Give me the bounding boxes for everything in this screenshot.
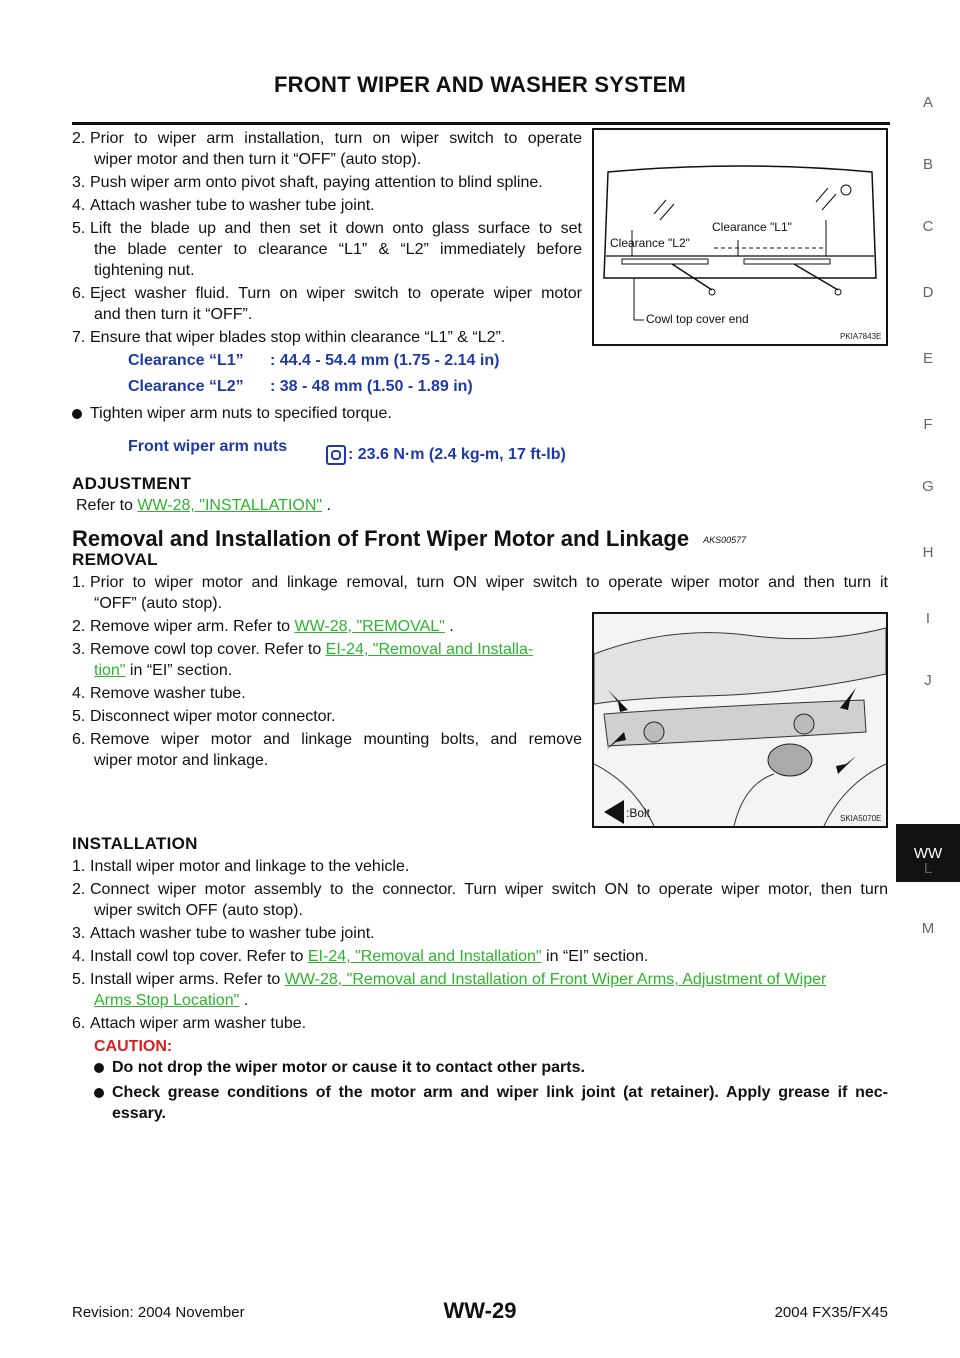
clearance-l2-label: Clearance “L2” [128,378,244,395]
bullet-icon [72,409,82,419]
adjustment-text: Refer to WW-28, "INSTALLATION" . [76,497,331,514]
installation-step-2-line2: wiper switch OFF (auto stop). [94,902,303,919]
installation-link-ei24[interactable]: EI-24, "Removal and Installation" [307,948,542,965]
installation-step-5-line2: Arms Stop Location" . [94,992,249,1009]
install-step-6-line2: and then turn it “OFF”. [94,306,253,323]
removal-link-ei24[interactable]: EI-24, "Removal and Installa- [325,641,534,658]
installation-heading: INSTALLATION [72,834,198,853]
removal-step-4: 4. Remove washer tube. [72,685,246,702]
installation-step-2-line1: 2. Connect wiper motor assembly to the connector. Turn wiper switch ON to operate wiper motor, then turn [72,881,888,898]
side-index-e[interactable]: E [922,350,933,367]
torque-wrench-icon [326,445,346,465]
side-index-m[interactable]: M [921,920,935,937]
installation-link-ww28[interactable]: WW-28, "Removal and Installation of Front Wiper Arms, Adjustment of Wiper [284,971,827,988]
installation-step-4: 4. Install cowl top cover. Refer to EI-24, "Removal and Installation" in “EI” section. [72,948,649,965]
removal-step-3-line2: tion" in “EI” section. [94,662,233,679]
installation-link-ww28-cont[interactable]: Arms Stop Location" [94,992,240,1009]
caution-item-1: Do not drop the wiper motor or cause it to contact other parts. [94,1057,585,1078]
figure-code: PKIA7843E [840,332,882,341]
install-step-3: 3. Push wiper arm onto pivot shaft, paying attention to blind spline. [72,174,543,191]
removal-link-ww28[interactable]: WW-28, "REMOVAL" [294,618,445,635]
section-code: AKS00577 [703,535,747,546]
wiper-motor-photo-icon [594,614,886,826]
figure-wiper-motor [592,612,888,828]
caution-item-2-line1: Check grease conditions of the motor arm and wiper link joint (at retainer). Apply grease if nec- [94,1082,888,1103]
side-index-i[interactable]: I [925,610,931,627]
install-step-7: 7. Ensure that wiper blades stop within clearance “L1” & “L2”. [72,329,506,346]
removal-step-1-line1: 1. Prior to wiper motor and linkage removal, turn ON wiper switch to operate wiper motor and then turn it [72,574,888,591]
side-index-a[interactable]: A [922,94,933,111]
tighten-bullet: Tighten wiper arm nuts to specified torque. [72,403,392,424]
removal-heading: REMOVAL [72,550,158,569]
side-index-g[interactable]: G [922,478,934,495]
clearance-l1-value: : 44.4 - 54.4 mm (1.75 - 2.14 in) [270,352,500,369]
torque-label: Front wiper arm nuts [128,438,288,455]
install-step-4: 4. Attach washer tube to washer tube joint. [72,197,375,214]
caution-label: CAUTION: [94,1038,173,1055]
install-step-5-line1: 5. Lift the blade up and then set it down onto glass surface to set [72,220,582,237]
removal-link-ei24-cont[interactable]: tion" [94,662,126,679]
install-step-5-line2: the blade center to clearance “L1” & “L2” immediately before [94,241,582,258]
side-index-b[interactable]: B [922,156,933,173]
adjustment-heading: ADJUSTMENT [72,474,192,493]
removal-step-3-line1: 3. Remove cowl top cover. Refer to EI-24, "Removal and Installa- [72,641,534,658]
side-index-l[interactable]: L [923,860,933,877]
side-index-h[interactable]: H [922,544,934,561]
figure-wiper-clearance [592,128,888,346]
side-index-d[interactable]: D [922,284,934,301]
install-step-2-line2: wiper motor and then turn it “OFF” (auto stop). [94,151,422,168]
side-index-c[interactable]: C [922,218,934,235]
installation-step-1: 1. Install wiper motor and linkage to the vehicle. [72,858,410,875]
figure2-code: SKIA5070E [840,814,882,823]
removal-step-1-line2: “OFF” (auto stop). [94,595,223,612]
footer-model: 2004 FX35/FX45 [774,1304,888,1321]
side-index-ww-active[interactable]: WW [896,824,960,882]
figure-label-l1: Clearance "L1" [712,220,792,234]
section-title: Removal and Installation of Front Wiper Motor and Linkage AKS00577 [72,526,747,551]
torque-value: : 23.6 N·m (2.4 kg-m, 17 ft-lb) [326,444,566,465]
removal-step-6-line2: wiper motor and linkage. [94,752,269,769]
installation-step-3: 3. Attach washer tube to washer tube joint. [72,925,375,942]
removal-step-2: 2. Remove wiper arm. Refer to WW-28, "REMOVAL" . [72,618,454,635]
install-step-2-line1: 2. Prior to wiper arm installation, turn on wiper switch to operate [72,130,582,147]
figure-label-cowl: Cowl top cover end [646,312,749,326]
bullet-icon [94,1063,104,1073]
side-index-j[interactable]: J [924,672,932,689]
installation-step-6: 6. Attach wiper arm washer tube. [72,1015,307,1032]
bullet-icon [94,1088,104,1098]
title-rule [72,122,890,125]
install-step-6-line1: 6. Eject washer fluid. Turn on wiper switch to operate wiper motor [72,285,582,302]
side-index-f[interactable]: F [923,416,933,433]
adjustment-link[interactable]: WW-28, "INSTALLATION" [137,497,323,514]
page-title: FRONT WIPER AND WASHER SYSTEM [274,72,686,97]
footer-page-number: WW-29 [443,1298,517,1323]
removal-step-6-line1: 6. Remove wiper motor and linkage mounting bolts, and remove [72,731,582,748]
clearance-l2-value: : 38 - 48 mm (1.50 - 1.89 in) [270,378,473,395]
installation-step-5-line1: 5. Install wiper arms. Refer to WW-28, "Removal and Installation of Front Wiper Arms, Adjustment of Wiper [72,971,827,988]
clearance-l1-label: Clearance “L1” [128,352,244,369]
footer-revision: Revision: 2004 November [72,1304,245,1321]
removal-step-5: 5. Disconnect wiper motor connector. [72,708,336,725]
install-step-5-line3: tightening nut. [94,262,195,279]
figure-label-l2: Clearance "L2" [610,236,690,250]
figure-bolt-label: :Bolt [626,806,651,820]
caution-item-2-line2: essary. [112,1105,166,1122]
